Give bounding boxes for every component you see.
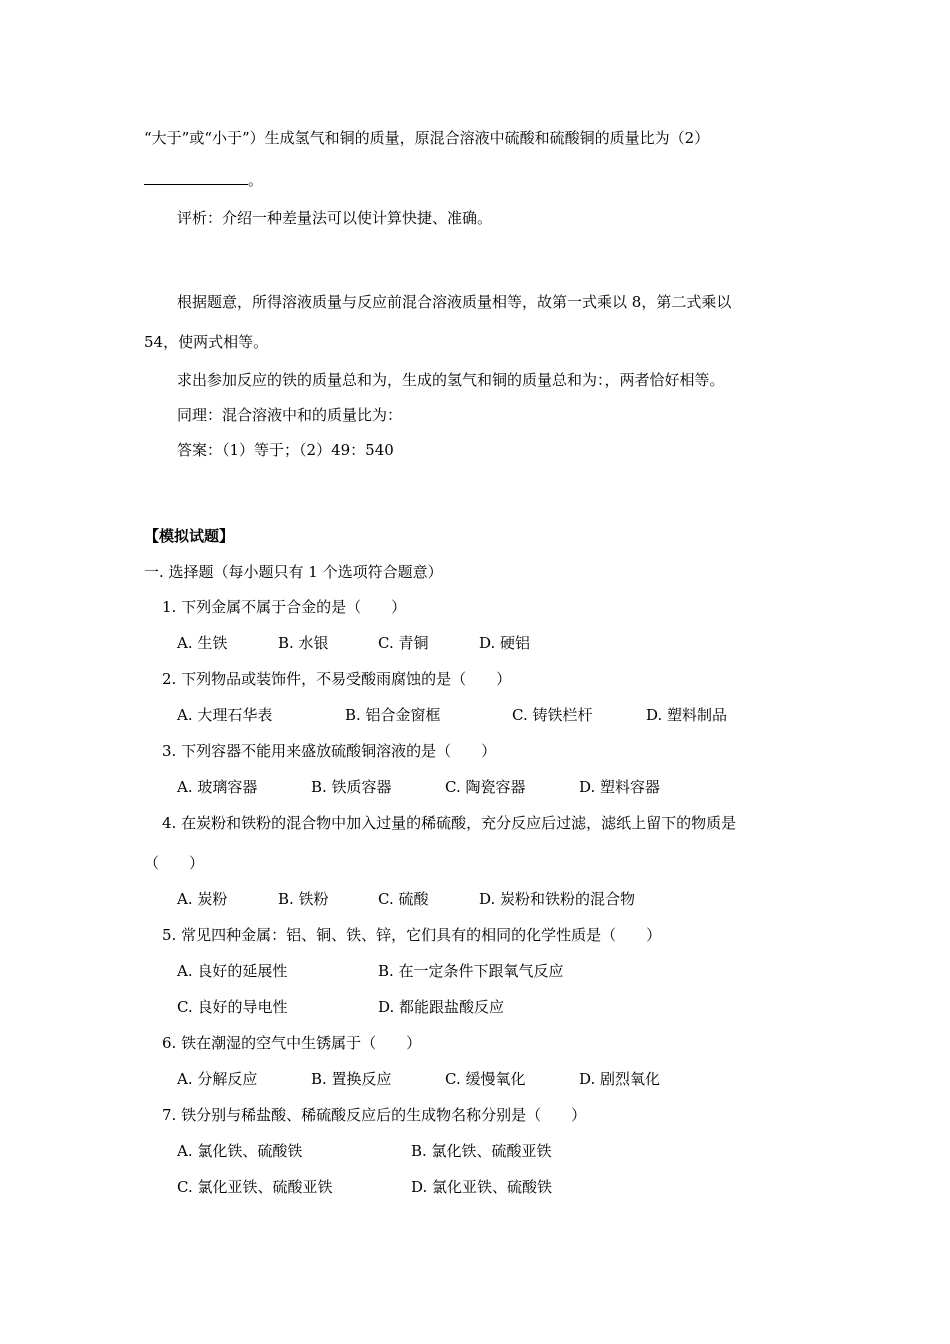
option-d: D. 塑料容器 — [579, 778, 661, 796]
intro-line: “大于”或“小于”）生成氢气和铜的质量，原混合溶液中硫酸和硫酸铜的质量比为（2） — [144, 129, 710, 147]
question-stem: 4. 在炭粉和铁粉的混合物中加入过量的稀硫酸，充分反应后过滤，滤纸上留下的物质是 — [162, 814, 737, 832]
question-stem-cont: （ ） — [144, 854, 205, 872]
option-c: C. 铸铁栏杆 — [512, 706, 593, 724]
option-b: B. 铝合金窗框 — [345, 706, 441, 724]
period: 。 — [248, 171, 264, 189]
option-b: B. 铁质容器 — [311, 778, 392, 796]
question-stem: 2. 下列物品或装饰件，不易受酸雨腐蚀的是（ ） — [162, 670, 512, 688]
option-c: C. 良好的导电性 — [177, 998, 288, 1016]
option-a: A. 分解反应 — [177, 1070, 258, 1088]
option-c: C. 青铜 — [378, 634, 429, 652]
question-stem: 6. 铁在潮湿的空气中生锈属于（ ） — [162, 1034, 422, 1052]
explanation-paragraph: 根据题意，所得溶液质量与反应前混合溶液质量相等，故第一式乘以 8，第二式乘以 — [177, 293, 732, 311]
option-c: C. 氯化亚铁、硫酸亚铁 — [177, 1178, 333, 1196]
option-d: D. 炭粉和铁粉的混合物 — [479, 890, 636, 908]
option-d: D. 剧烈氧化 — [579, 1070, 661, 1088]
fill-blank — [144, 170, 248, 185]
section-title: 【模拟试题】 — [144, 527, 235, 545]
option-d: D. 硬铝 — [479, 634, 531, 652]
option-d: D. 塑料制品 — [646, 706, 728, 724]
explanation-paragraph-3: 同理：混合溶液中和的质量比为： — [177, 406, 403, 424]
answer-blank-line — [144, 170, 263, 190]
option-d: D. 氯化亚铁、硫酸铁 — [411, 1178, 553, 1196]
option-a: A. 炭粉 — [177, 890, 228, 908]
analysis-text: 评析：介绍一种差量法可以使计算快捷、准确。 — [177, 209, 493, 227]
explanation-paragraph-cont: 54，使两式相等。 — [144, 333, 269, 351]
option-b: B. 置换反应 — [311, 1070, 392, 1088]
section-subtitle: 一. 选择题（每小题只有 1 个选项符合题意） — [144, 563, 443, 581]
option-a: A. 生铁 — [177, 634, 228, 652]
option-a: A. 良好的延展性 — [177, 962, 288, 980]
option-a: A. 玻璃容器 — [177, 778, 258, 796]
option-c: C. 陶瓷容器 — [445, 778, 526, 796]
option-c: C. 硫酸 — [378, 890, 429, 908]
option-c: C. 缓慢氧化 — [445, 1070, 526, 1088]
option-b: B. 铁粉 — [278, 890, 329, 908]
explanation-paragraph-2: 求出参加反应的铁的质量总和为，生成的氢气和铜的质量总和为：，两者恰好相等。 — [177, 371, 725, 389]
option-d: D. 都能跟盐酸反应 — [378, 998, 505, 1016]
question-stem: 7. 铁分别与稀盐酸、稀硫酸反应后的生成物名称分别是（ ） — [162, 1106, 587, 1124]
option-a: A. 氯化铁、硫酸铁 — [177, 1142, 303, 1160]
question-stem: 1. 下列金属不属于合金的是（ ） — [162, 598, 407, 616]
option-b: B. 在一定条件下跟氧气反应 — [378, 962, 564, 980]
question-stem: 5. 常见四种金属：铝、铜、铁、锌，它们具有的相同的化学性质是（ ） — [162, 926, 662, 944]
option-b: B. 氯化铁、硫酸亚铁 — [411, 1142, 552, 1160]
answer-text: 答案：（1）等于；（2）49：540 — [177, 441, 394, 459]
option-a: A. 大理石华表 — [177, 706, 273, 724]
question-stem: 3. 下列容器不能用来盛放硫酸铜溶液的是（ ） — [162, 742, 497, 760]
option-b: B. 水银 — [278, 634, 329, 652]
